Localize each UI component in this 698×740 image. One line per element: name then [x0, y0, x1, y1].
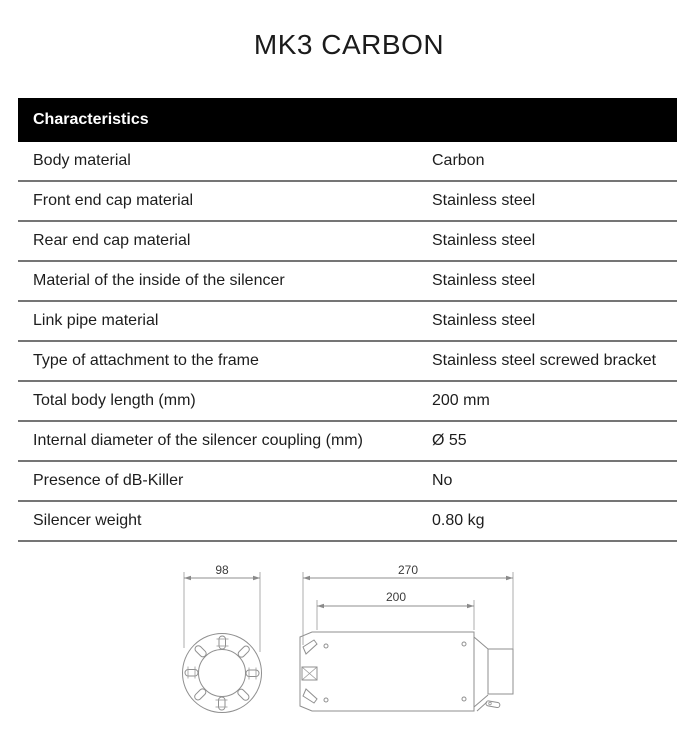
row-value: Stainless steel — [432, 312, 536, 329]
characteristics-table — [18, 98, 677, 542]
row-label: Type of attachment to the frame — [33, 352, 259, 369]
table-row — [18, 342, 677, 382]
table-header: Characteristics — [18, 98, 677, 142]
row-value: Stainless steel — [432, 192, 536, 209]
row-label: Total body length (mm) — [33, 392, 196, 409]
row-value: No — [432, 472, 453, 489]
table-row — [18, 422, 677, 462]
table-row — [18, 462, 677, 502]
row-label: Silencer weight — [33, 512, 142, 529]
technical-drawing — [0, 552, 698, 740]
table-row — [18, 302, 677, 342]
page-title: MK3 CARBON — [253, 28, 445, 60]
row-label: Front end cap material — [33, 192, 194, 209]
table-row — [18, 222, 677, 262]
table-row — [18, 142, 677, 182]
row-label: Link pipe material — [33, 312, 159, 329]
row-value: Stainless steel — [432, 232, 536, 249]
silencer-side-view-drawing — [300, 632, 513, 711]
side-body-length-label: 200 — [385, 590, 407, 604]
row-value: Carbon — [432, 152, 485, 169]
row-value: Ø 55 — [432, 432, 467, 449]
table-body — [18, 142, 677, 542]
row-label: Presence of dB-Killer — [33, 472, 184, 489]
row-value: 0.80 kg — [432, 512, 485, 529]
row-label: Material of the inside of the silencer — [33, 272, 285, 289]
table-row — [18, 502, 677, 542]
row-label: Body material — [33, 152, 131, 169]
table-row — [18, 182, 677, 222]
row-label: Internal diameter of the silencer coupling (mm) — [33, 432, 363, 449]
row-value: 200 mm — [432, 392, 490, 409]
row-label: Rear end cap material — [33, 232, 191, 249]
front-diameter-label: 98 — [215, 563, 229, 577]
dimension-200 — [317, 590, 474, 630]
table-row — [18, 262, 677, 302]
side-total-length-label: 270 — [397, 563, 419, 577]
silencer-front-view-drawing — [183, 634, 262, 713]
table-row — [18, 382, 677, 422]
row-value: Stainless steel screwed bracket — [432, 352, 657, 369]
row-value: Stainless steel — [432, 272, 536, 289]
